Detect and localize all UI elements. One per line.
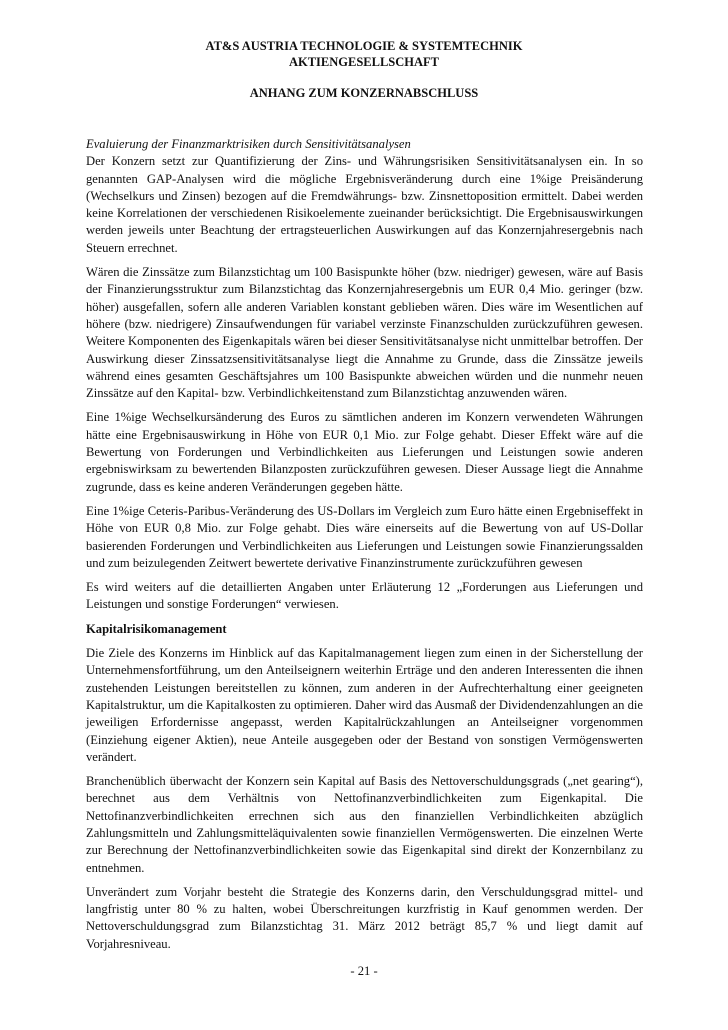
document-body	[86, 136, 643, 960]
paragraph-usd-sensitivity: Eine 1%ige Ceteris-Paribus-Veränderung des US-Dollars im Vergleich zum Euro hätte einen Ergebniseffekt in Höhe von EUR 0,8 Mio. zur Folge gehabt. Dies wäre einerseits auf die Bewertung von auf US-Dollar basierenden Forderungen und Verbindlichkeiten aus Lieferungen und Leistungen sowie Finanzierungssalden und zum beizulegenden Zeitwert bewertete derivative Finanzinstrumente zurückzuführen gewesen	[86, 503, 643, 570]
company-name-line2: AKTIENGESELLSCHAFT	[288, 55, 440, 69]
company-name-line1: AT&S AUSTRIA TECHNOLOGIE & SYSTEMTECHNIK	[205, 39, 523, 53]
paragraph-net-gearing: Branchenüblich überwacht der Konzern sein Kapital auf Basis des Nettoverschuldungsgrads („net gearing“), berechnet aus dem Verhältnis von Nettofinanzverbindlichkeiten zum Eigenkapital. Die Nettofinanzverbindlichkeiten errechnen sich aus den finanziellen Verbindlichkeiten abzüglich Zahlungsmitteln und Zahlungsmitteläquivalenten sowie finanziellen Vermögenswerten. Die einzelnen Werte zur Berechnung der Nettofinanzverbindlichkeiten sowie das Eigenkapital sind direkt der Konzernbilanz zu entnehmen.	[86, 774, 643, 875]
section-title: ANHANG ZUM KONZERNABSCHLUSS	[249, 86, 479, 100]
page-number: - 21 -	[350, 964, 378, 978]
paragraph-capital-goals: Die Ziele des Konzerns im Hinblick auf das Kapitalmanagement liegen zum einen in der Sicherstellung der Unternehmensfortführung, um den Anteilseignern weiterhin Erträge und den anderen Interessenten die ihnen zustehenden Leistungen bereitstellen zu können, zum anderen in der Aufrechterhaltung einer geeigneten Kapitalstruktur, um die Kapitalkosten zu optimieren. Daher wird das Ausmaß der Dividendenzahlungen an die jeweiligen Erfordernisse angepasst, werden Kapitalrückzahlungen an Anteilseigner vorgenommen (Einziehung eigener Aktien), neue Anteile ausgegeben oder der Bestand von sonstigen Vermögenswerten verändert.	[86, 646, 643, 764]
paragraph-gearing-strategy: Unverändert zum Vorjahr besteht die Strategie des Konzerns darin, den Verschuldungsgrad mittel- und langfristig unter 80 % zu halten, wobei Überschreitungen kurzfristig in Kauf genommen werden. Der Nettoverschuldungsgrad zum Bilanzstichtag 31. März 2012 beträgt 85,7 % und liegt damit auf Vorjahresniveau.	[86, 884, 643, 951]
paragraph-interest-sensitivity: Wären die Zinssätze zum Bilanzstichtag um 100 Basispunkte höher (bzw. niedriger) gewesen, wäre auf Basis der Finanzierungsstruktur zum Bilanzstichtag das Konzernjahresergebnis um EUR 0,4 Mio. geringer (bzw. höher) ausgefallen, sofern alle anderen Variablen konstant geblieben wären. Dies wäre im Wesentlichen auf höhere (bzw. niedrigere) Zinsaufwendungen für variabel verzinste Finanzschulden zurückzuführen gewesen. Weitere Komponenten des Eigenkapitals wären bei dieser Sensitivitätsanalyse nicht unmittelbar betroffen. Der Auswirkung dieser Zinssatzsensitivitätsanalyse liegt die Annahme zu Grunde, dass die Zinssätze jeweils während eines gesamten Geschäftsjahres um 100 Basispunkte abweichen würden und die nunmehr neuen Zinssätze auf den Kapital- bzw. Verbindlichkeitenstand zum Bilanzstichtag anzuwenden wären.	[86, 265, 643, 401]
page-header	[0, 38, 728, 101]
capital-risk-heading: Kapitalrisikomanagement	[86, 621, 227, 636]
paragraph-reference: Es wird weiters auf die detaillierten Angaben unter Erläuterung 12 „Forderungen aus Lieferungen und Leistungen und sonstige Forderungen“ verwiesen.	[86, 580, 643, 612]
paragraph-fx-euro-sensitivity: Eine 1%ige Wechselkursänderung des Euros zu sämtlichen anderen im Konzern verwendeten Währungen hätte eine Ergebnisauswirkung in Höhe von EUR 0,1 Mio. zur Folge gehabt. Dieser Effekt wäre auf die Bewertung von Forderungen und Verbindlichkeiten aus Lieferungen und Leistungen sowie anderen ergebniswirksam zu bewertenden Bilanzposten zurückzuführen gewesen. Dieser Aussage liegt die Annahme zugrunde, dass es keine anderen Veränderungen gegeben hätte.	[86, 410, 643, 494]
paragraph-gap-analysis: Der Konzern setzt zur Quantifizierung der Zins- und Währungsrisiken Sensitivitätsanalysen ein. In so genannten GAP-Analysen wird die mögliche Ergebnisveränderung durch eine 1%ige Preisänderung (Wechselkurs und Zinsen) bezogen auf die Fremdwährungs- bzw. Zinsnettoposition ermittelt. Dabei werden keine Korrelationen der verschiedenen Risikoelemente zueinander berücksichtigt. Die Ergebnisauswirkungen werden jeweils unter Beachtung der ertragsteuerlichen Auswirkungen auf das Konzernjahresergebnis nach Steuern errechnet.	[86, 154, 643, 255]
sensitivity-heading: Evaluierung der Finanzmarktrisiken durch Sensitivitätsanalysen	[86, 137, 411, 151]
